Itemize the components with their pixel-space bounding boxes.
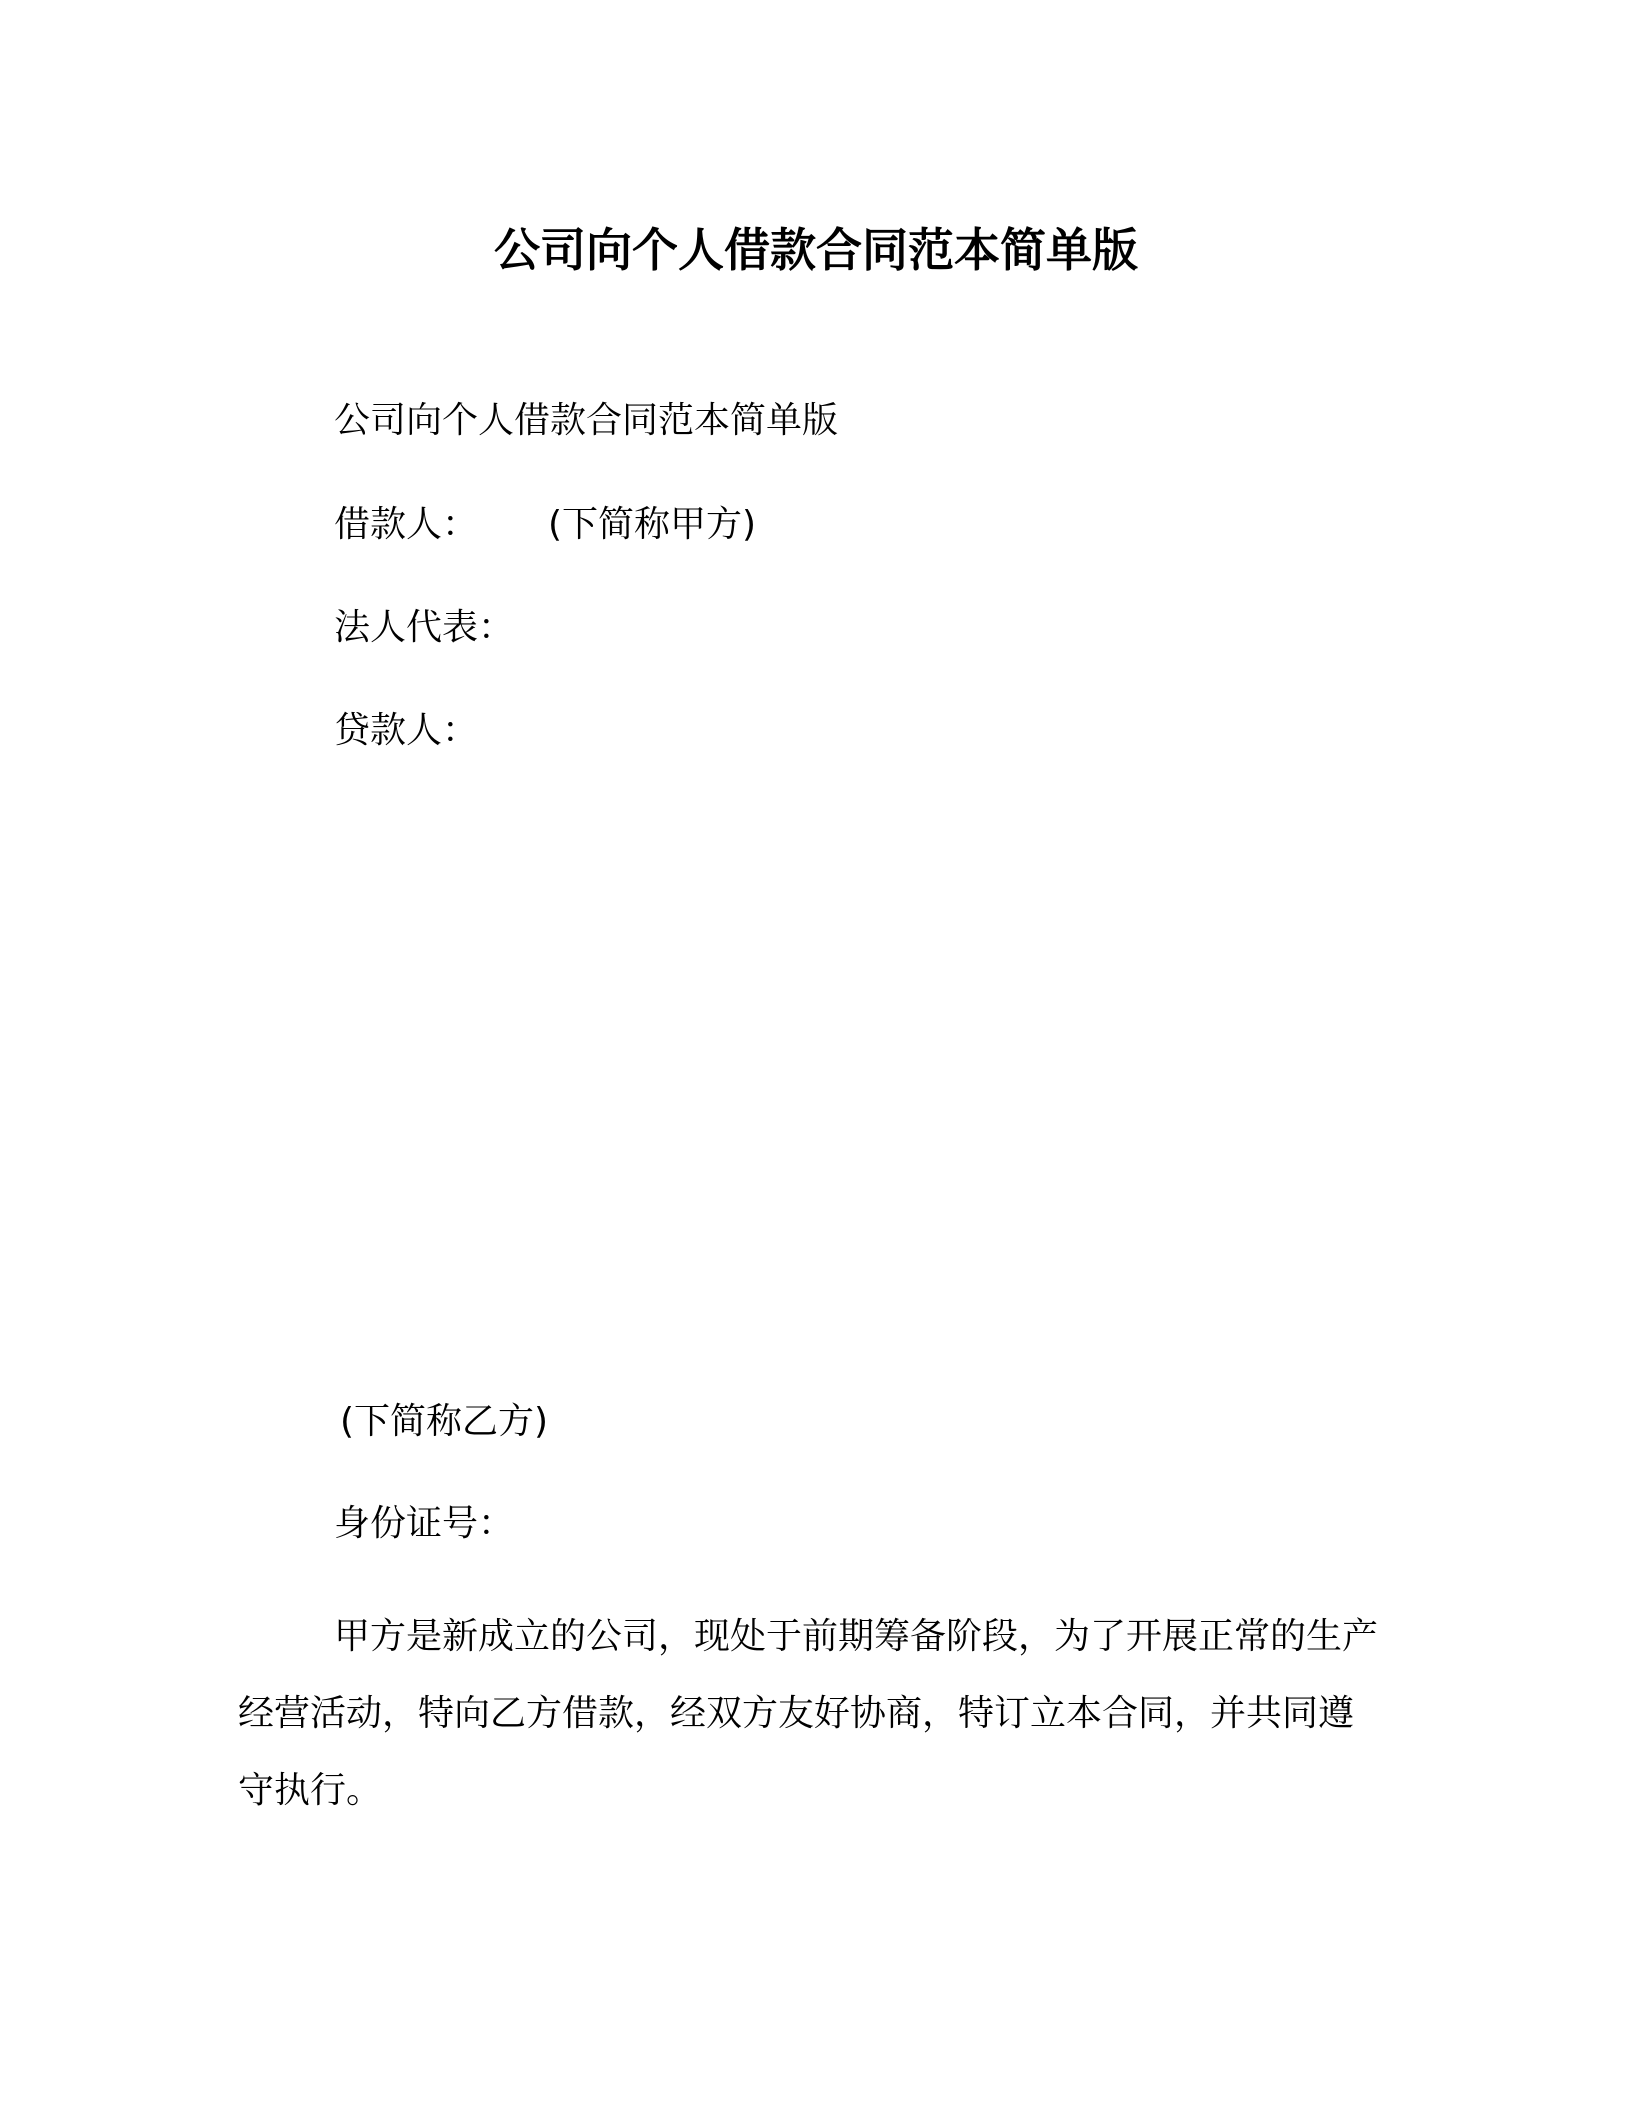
- intro-paragraph: [238, 1598, 1378, 1829]
- intro-paragraph-text: 甲方是新成立的公司，现处于前期筹备阶段，为了开展正常的生产经营活动，特向乙方借款，经双方友好协商，特订立本合同，并共同遵守执行。: [238, 1616, 1379, 1811]
- borrower-alias: (下简称甲方): [548, 504, 757, 545]
- legal-representative-label: 法人代表：: [334, 607, 515, 648]
- document-subtitle: 公司向个人借款合同范本简单版: [334, 400, 839, 441]
- borrower-label: 借款人：: [334, 504, 479, 545]
- lender-label: 贷款人：: [334, 710, 479, 751]
- document-title: 公司向个人借款合同范本简单版: [494, 223, 1138, 277]
- id-number-label: 身份证号：: [334, 1503, 515, 1544]
- borrower-line: [334, 501, 756, 549]
- lender-alias: (下简称乙方): [340, 1401, 549, 1442]
